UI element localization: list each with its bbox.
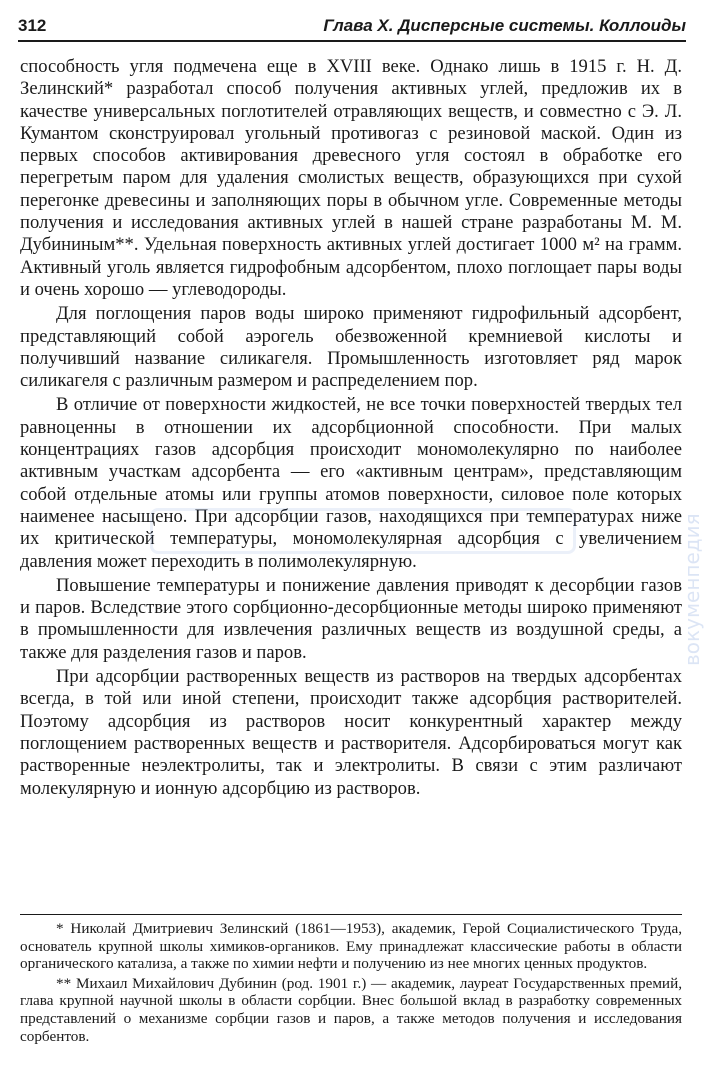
page-header [18,10,686,42]
watermark-side-text: вокуменпедия [680,513,704,667]
paragraph-desorption: Повышение температуры и понижение давления приводят к десорбции газов и паров. Вследствие этого сорбционно-десорбционные методы широко применяют в промышленности для извлечения различных веществ из воздушной среды, а также для разделения газов и паров. [20,574,682,663]
running-title: Глава X. Дисперсные системы. Коллоиды [323,16,686,35]
footnotes [20,920,682,1047]
footnote-zelinsky: * Николай Дмитриевич Зелинский (1861—1953), академик, Герой Социалистического Труда, основатель крупной школы химиков-органиков. Ему принадлежат классические работы в области органического катализа, а также по химии нефти и получению из нее многих ценных продуктов. [20,920,682,973]
main-text [20,56,682,800]
page-number: 312 [18,16,47,35]
paragraph-silica-gel: Для поглощения паров воды широко применяют гидрофильный адсорбент, представляющий собой аэрогель обезвоженной кремниевой кислоты и получивший название силикагеля. Промышленность изготовляет ряд марок силикагеля с различным размером и распределением пор. [20,303,682,392]
paragraph-active-centers: В отличие от поверхности жидкостей, не все точки поверхностей твердых тел равноценны в отношении их адсорбционной способности. При малых концентрациях газов адсорбция происходит мономолекулярно по наиболее активным участкам адсорбента — его «активным центрам», представляющим собой отдельные атомы или группы атомов поверхности, силовое поле которых наименее насыщено. При адсорбции газов, находящихся при температурах ниже их критической температуры, мономолекулярная адсорбция с увеличением давления может переходить в полимолекулярную. [20,394,682,572]
paragraph-continuation: способность угля подмечена еще в XVIII веке. Однако лишь в 1915 г. Н. Д. Зелинский* разработал способ получения активных углей, предложив их в качестве универсальных поглотителей отравляющих веществ, и совместно с Э. Л. Кумантом сконструировал угольный противогаз с резиновой маской. Один из первых способов активирования древесного угля состоял в обработке его перегретым паром для удаления смолистых веществ, образующихся при сухой перегонке древесины и заполняющих поры в обычном угле. Современные методы получения и исследования активных углей в нашей стране разработаны М. М. Дубининым**. Удельная поверхность активных углей достигает 1000 м² на грамм. Активный уголь является гидрофобным адсорбентом, плохо поглощает пары воды и очень хорошо — углеводороды. [20,56,682,300]
paragraph-solution-adsorption: При адсорбции растворенных веществ из растворов на твердых адсорбентах всегда, в той или иной степени, происходит также адсорбция растворителей. Поэтому адсорбция из растворов носит конкурентный характер между поглощением растворенных веществ и растворителя. Адсорбироваться могут как растворенные неэлектролиты, так и электролиты. В связи с этим различают молекулярную и ионную адсорбцию из растворов. [20,666,682,799]
watermark-stamp [150,508,576,554]
footnote-dubinin: ** Михаил Михайлович Дубинин (род. 1901 г.) — академик, лауреат Государственных премий, глава крупной научной школы в области сорбции. Внес большой вклад в разработку современных представлений о механизме сорбции газов и паров, а также методов получения и исследования сорбентов. [20,974,682,1045]
footnote-divider [20,914,682,915]
